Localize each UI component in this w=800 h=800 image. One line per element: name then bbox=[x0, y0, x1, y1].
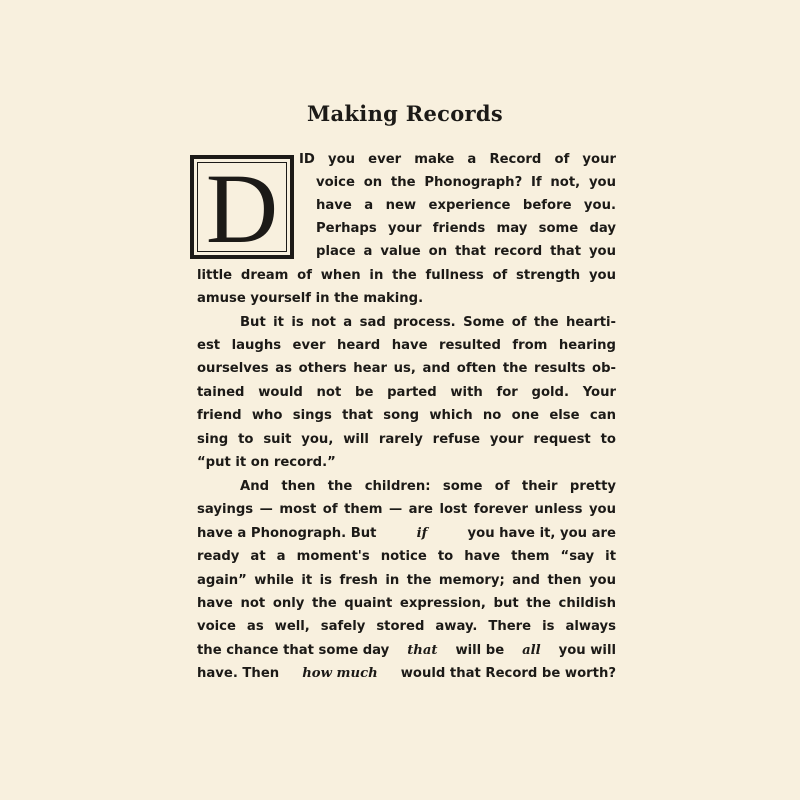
text-segment: would that Record be worth? bbox=[400, 666, 616, 681]
text-line-with-italic bbox=[197, 664, 616, 684]
drop-cap-frame bbox=[190, 153, 294, 264]
text-line: And then the children: some of their pretty bbox=[240, 479, 616, 494]
text-line: ID you ever make a Record of your bbox=[299, 152, 616, 167]
text-line: sayings — most of them — are lost forever unless you bbox=[197, 502, 616, 517]
text-line: sing to suit you, will rarely refuse your request to bbox=[197, 432, 616, 447]
text-line: again” while it is fresh in the memory; and then you bbox=[197, 573, 616, 588]
text-line: place a value on that record that you bbox=[316, 244, 616, 259]
italic-emphasis: how much bbox=[302, 666, 378, 681]
italic-emphasis: all bbox=[522, 643, 541, 658]
text-line-with-italic bbox=[197, 524, 616, 544]
text-line: ready at a moment's notice to have them “say it bbox=[197, 549, 616, 564]
text-segment: you have it, you are bbox=[467, 526, 616, 541]
text-segment: have a Phonograph. But bbox=[197, 526, 377, 541]
text-line: have not only the quaint expression, but the childish bbox=[197, 596, 616, 611]
italic-emphasis: that bbox=[407, 643, 438, 658]
text-line: voice as well, safely stored away. There is always bbox=[197, 619, 616, 634]
drop-cap-letter: D bbox=[205, 153, 279, 264]
text-segment: you will bbox=[558, 643, 616, 658]
text-segment: have. Then bbox=[197, 666, 280, 681]
text-line: voice on the Phonograph? If not, you bbox=[316, 175, 616, 190]
text-line: tained would not be parted with for gold. Your bbox=[197, 385, 616, 400]
text-line: “put it on record.” bbox=[197, 455, 336, 470]
text-line: amuse yourself in the making. bbox=[197, 291, 424, 306]
text-segment: will be bbox=[455, 643, 505, 658]
drop-cap-inner-border bbox=[197, 153, 287, 264]
page-title: Making Records bbox=[306, 101, 504, 126]
text-line: little dream of when in the fullness of strength you bbox=[197, 268, 616, 283]
text-line: ourselves as others hear us, and often the results ob- bbox=[197, 361, 616, 376]
italic-emphasis: if bbox=[416, 526, 428, 541]
text-line-with-italic bbox=[197, 641, 616, 661]
text-line: friend who sings that song which no one else can bbox=[197, 408, 616, 423]
text-line: But it is not a sad process. Some of the hearti- bbox=[240, 315, 616, 330]
text-line: Perhaps your friends may some day bbox=[316, 221, 616, 236]
text-segment: the chance that some day bbox=[197, 643, 390, 658]
text-line: est laughs ever heard have resulted from hearing bbox=[197, 338, 616, 353]
text-line: have a new experience before you. bbox=[316, 198, 616, 213]
